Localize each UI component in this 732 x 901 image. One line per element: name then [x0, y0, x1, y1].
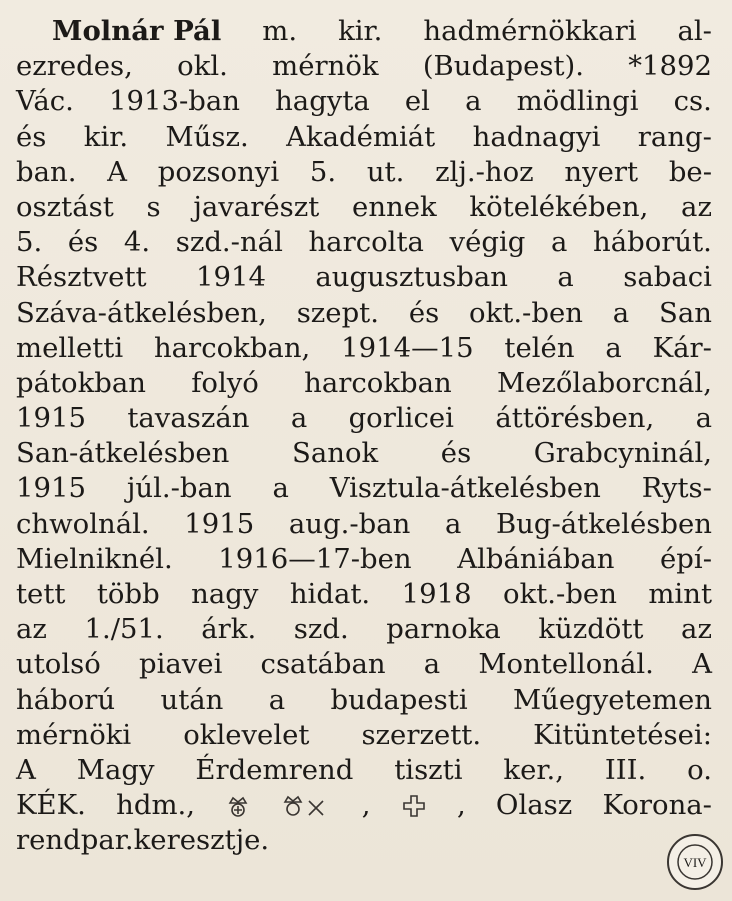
- word: mérnök: [272, 50, 379, 83]
- word: harcolta: [308, 226, 424, 259]
- text-line: [16, 683, 712, 718]
- word: tiszti: [394, 753, 463, 786]
- word: és: [67, 226, 99, 259]
- word: végig: [449, 226, 526, 259]
- word: 1914—15: [341, 331, 474, 364]
- word: Korona-: [602, 789, 712, 822]
- word: zlj.-hoz: [435, 155, 534, 188]
- word: Olasz: [495, 789, 573, 822]
- word: szerzett.: [361, 718, 482, 751]
- word: 1915: [16, 402, 86, 435]
- word: tavaszán: [127, 402, 250, 435]
- word: a: [423, 648, 441, 681]
- text-line: [16, 577, 712, 612]
- word: az: [16, 613, 47, 646]
- word: ban.: [16, 155, 77, 188]
- text-line: [16, 401, 712, 436]
- badge-text: VIV: [683, 855, 707, 870]
- word: szd.: [293, 613, 349, 646]
- word: 1916—17-ben: [218, 542, 412, 575]
- word: Érdemrend: [195, 753, 354, 786]
- word: kir.: [338, 15, 383, 47]
- word: ,: [456, 789, 466, 822]
- text-line: [16, 366, 712, 401]
- word: rang-: [637, 120, 712, 153]
- word: Mielniknél.: [16, 542, 173, 575]
- word: hdm.,: [116, 789, 196, 822]
- word: Műsz.: [165, 120, 249, 153]
- word: parnoka: [386, 613, 501, 646]
- word: Visztula-átkelésben: [329, 472, 601, 505]
- word: Magy: [76, 753, 155, 786]
- word: 1915: [16, 472, 86, 505]
- word: gorlicei: [348, 402, 454, 435]
- text-line: [16, 612, 712, 647]
- word: Vác.: [16, 85, 74, 118]
- word: 1915: [184, 507, 255, 540]
- word: o.: [687, 753, 712, 786]
- word: be-: [668, 155, 712, 188]
- word: a: [272, 472, 289, 505]
- word: a: [290, 402, 308, 435]
- word: el: [404, 85, 430, 118]
- word: KÉK.: [16, 789, 86, 822]
- text-line: [16, 296, 712, 331]
- crossed-swords-crown-icon: [281, 788, 331, 823]
- word: okl.: [177, 50, 228, 83]
- word: III.: [604, 753, 647, 786]
- word: Mezőlaborcnál,: [496, 366, 712, 399]
- word: okt.-ben: [469, 296, 583, 329]
- word: 1918: [401, 578, 472, 610]
- word: a: [444, 507, 462, 540]
- word: Akadémiát: [286, 120, 436, 153]
- word: csatában: [260, 648, 386, 681]
- word: a: [605, 331, 622, 364]
- word: nagy: [191, 578, 259, 610]
- word: A: [692, 648, 712, 681]
- text-line: [16, 14, 712, 49]
- text-line: [16, 718, 712, 753]
- word: (Budapest).: [422, 50, 584, 83]
- word: aug.-ban: [288, 507, 411, 540]
- word: Grabcyninál,: [533, 437, 712, 470]
- word: chwolnál.: [16, 507, 150, 540]
- word: Ryts-: [641, 472, 712, 505]
- word: Albániában: [457, 542, 615, 575]
- text-line: [16, 260, 712, 295]
- word: és: [16, 120, 47, 153]
- word: 5.: [309, 155, 337, 188]
- biography-entry: [16, 14, 712, 859]
- text-line: [16, 120, 712, 155]
- word: háború: [16, 683, 116, 716]
- word: San: [659, 296, 712, 329]
- word: Száva-átkelésben,: [16, 296, 267, 329]
- text-line: [16, 823, 712, 858]
- word: a: [557, 261, 574, 294]
- word: Sanok: [292, 437, 379, 470]
- word: s: [146, 190, 161, 223]
- word: m.: [262, 15, 298, 47]
- word: telén: [504, 331, 575, 364]
- word: a: [612, 296, 630, 329]
- word: budapesti: [330, 683, 468, 716]
- word: szept.: [296, 296, 379, 329]
- word: oklevelet: [183, 718, 310, 751]
- word: utolsó: [16, 648, 101, 681]
- word: hidat.: [289, 578, 371, 610]
- word: az: [681, 190, 712, 223]
- word: hadmérnökkari: [423, 15, 637, 47]
- word: kir.: [83, 120, 129, 153]
- word: több: [96, 578, 160, 610]
- word: pátokban: [16, 366, 146, 399]
- word: 1./51.: [84, 613, 164, 646]
- word: osztást: [16, 190, 114, 223]
- word: ,: [361, 789, 371, 822]
- text-line: [16, 507, 712, 542]
- word: mödlingi: [516, 85, 639, 118]
- entry-name: Molnár Pál: [52, 15, 222, 47]
- word: sabaci: [623, 261, 712, 294]
- word: melletti: [16, 331, 124, 364]
- word: háborút.: [592, 226, 712, 259]
- word: 1913-ban: [108, 85, 240, 118]
- word: par.: [80, 824, 134, 857]
- text-line: [16, 84, 712, 119]
- text-line: [16, 753, 712, 788]
- word: kötelékében,: [469, 190, 649, 223]
- word: szd.-nál: [175, 226, 283, 259]
- word: 1914: [195, 261, 266, 294]
- word: Montellonál.: [478, 648, 654, 681]
- text-line: [16, 788, 712, 823]
- word: ezredes,: [16, 50, 133, 83]
- word: a: [268, 683, 286, 716]
- word: keresztje.: [133, 824, 270, 857]
- word: A: [16, 753, 36, 786]
- library-stamp-icon: [666, 833, 724, 891]
- word: piavei: [138, 648, 223, 681]
- word: árk.: [201, 613, 257, 646]
- word: hadnagyi: [472, 120, 601, 153]
- word: ker.,: [503, 753, 564, 786]
- text-line: [16, 331, 712, 366]
- text-line: [16, 647, 712, 682]
- word: az: [681, 613, 712, 646]
- word: mint: [648, 578, 712, 610]
- text-line: [16, 436, 712, 471]
- word: folyó: [191, 366, 259, 399]
- word: a: [465, 85, 482, 118]
- word: ennek: [352, 190, 437, 223]
- word: al-: [677, 15, 712, 47]
- word: küzdött: [538, 613, 644, 646]
- text-line: [16, 225, 712, 260]
- word: pozsonyi: [157, 155, 280, 188]
- word: San-átkelésben: [16, 437, 230, 470]
- word: után: [160, 683, 224, 716]
- word: a: [695, 402, 712, 435]
- text-line: [16, 155, 712, 190]
- word: augusztusban: [315, 261, 508, 294]
- word: Bug-átkelésben: [495, 507, 712, 540]
- word: javarészt: [193, 190, 320, 223]
- word: *1892: [628, 50, 712, 83]
- word: 5.: [16, 226, 43, 259]
- text-line: [16, 542, 712, 577]
- iron-cross-icon: [401, 788, 427, 823]
- word: és: [408, 296, 440, 329]
- word: mérnöki: [16, 718, 132, 751]
- word: és: [440, 437, 472, 470]
- text-line: [16, 471, 712, 506]
- word: áttörésben,: [495, 402, 655, 435]
- word: hagyta: [275, 85, 370, 118]
- word: tett: [16, 578, 66, 610]
- word: A: [107, 155, 128, 188]
- text-line: [16, 190, 712, 225]
- word: épí-: [660, 542, 712, 575]
- word: a: [550, 226, 568, 259]
- word: harcokban,: [153, 331, 311, 364]
- word: okt.-ben: [503, 578, 617, 610]
- word: ut.: [366, 155, 405, 188]
- crown-medal-icon: [225, 788, 251, 823]
- word: Résztvett: [16, 261, 147, 294]
- word: nyert: [564, 155, 639, 188]
- word: harcokban: [304, 366, 452, 399]
- text-line: [16, 49, 712, 84]
- word: rend: [16, 824, 81, 857]
- word: Kár-: [652, 331, 712, 364]
- word: 4.: [123, 226, 151, 259]
- word: cs.: [673, 85, 712, 118]
- word: Kitüntetései:: [533, 718, 712, 751]
- word: júl.-ban: [126, 472, 232, 505]
- word: Műegyetemen: [513, 683, 712, 716]
